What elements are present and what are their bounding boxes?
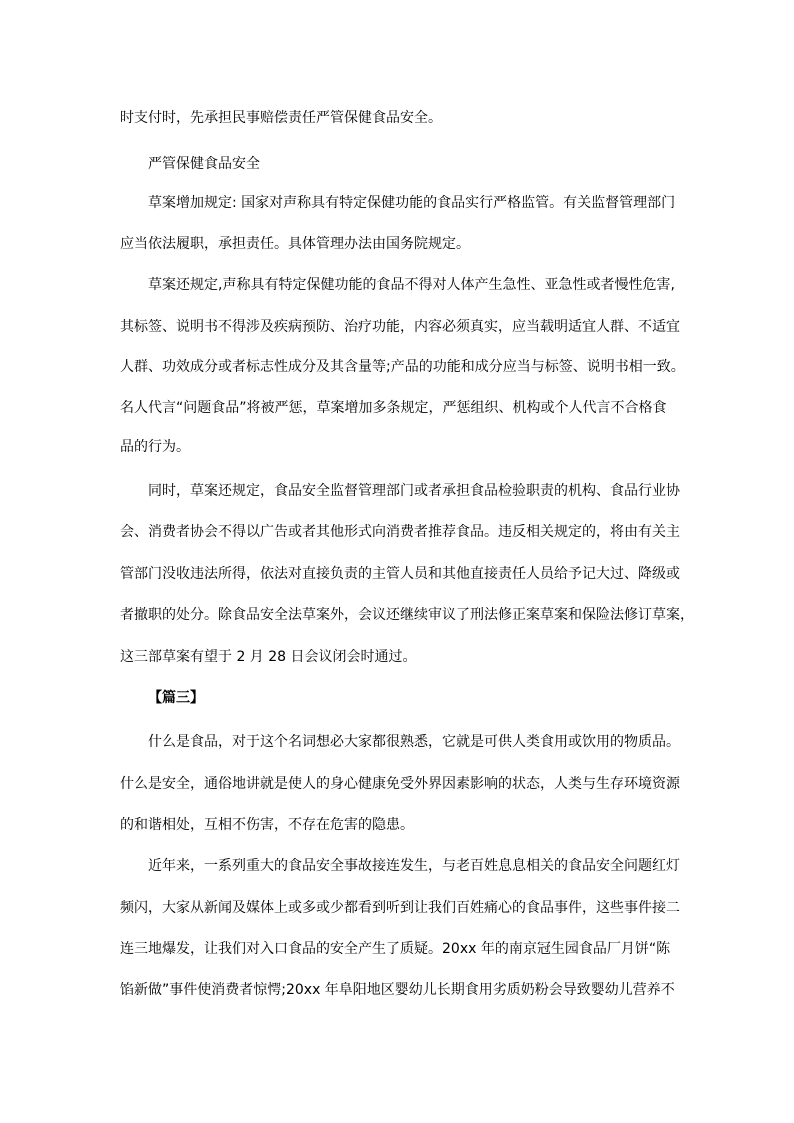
- paragraph-line: 的和谐相处，互相不伤害，不存在危害的隐患。: [120, 817, 414, 833]
- paragraph-line: 应当依法履职，承担责任。具体管理办法由国务院规定。: [120, 236, 470, 252]
- paragraph-line: 频闪，大家从新闻及媒体上或多或少都看到听到让我们百姓痛心的食品事件，这些事件接二: [120, 900, 680, 916]
- paragraph-line: 时支付时，先承担民事赔偿责任严管保健食品安全。: [120, 110, 442, 126]
- paragraph-line: 草案增加规定: 国家对声称具有特定保健功能的食品实行严格监管。有关监督管理部门: [148, 195, 676, 211]
- paragraph-line: 草案还规定,声称具有特定保健功能的食品不得对人体产生急性、亚急性或者慢性危害,: [148, 277, 675, 293]
- paragraph-line: 人群、功效成分或者标志性成分及其含量等;产品的功能和成分应当与标签、说明书相一致。: [120, 359, 685, 375]
- paragraph-line: 这三部草案有望于 2 月 28 日会议闭会时通过。: [120, 649, 417, 665]
- paragraph-line: 什么是安全，通俗地讲就是使人的身心健康免受外界因素影响的状态，人类与生存环境资源: [120, 776, 680, 792]
- paragraph-line: 品的行为。: [120, 439, 190, 455]
- paragraph-line: 近年来，一系列重大的食品安全事故接连发生，与老百姓息息相关的食品安全问题红灯: [148, 858, 680, 874]
- paragraph-line: 馅新做”事件使消费者惊愕;20xx 年阜阳地区婴幼儿长期食用劣质奶粉会导致婴幼儿营养不: [120, 982, 675, 998]
- paragraph-line: 同时，草案还规定，食品安全监督管理部门或者承担食品检验职责的机构、食品行业协: [148, 483, 680, 499]
- paragraph-line: 连三地爆发，让我们对入口食品的安全产生了质疑。20xx 年的南京冠生园食品厂月饼“陈: [120, 941, 671, 957]
- paragraph-line: 管部门没收违法所得，依法对直接负责的主管人员和其他直接责任人员给予记大过、降级或: [120, 566, 680, 582]
- paragraph-line: 会、消费者协会不得以广告或者其他形式向消费者推荐食品。违反相关规定的，将由有关主: [120, 524, 680, 540]
- paragraph-line: 什么是食品，对于这个名词想必大家都很熟悉，它就是可供人类食用或饮用的物质品。: [148, 734, 680, 750]
- paragraph-line: 其标签、说明书不得涉及疾病预防、治疗功能，内容必须真实，应当载明适宜人群、不适宜: [120, 319, 680, 335]
- paragraph-line: 名人代言“问题食品”将被严惩，草案增加多条规定，严惩组织、机构或个人代言不合格食: [120, 400, 667, 416]
- chapter-heading: 【篇三】: [148, 690, 204, 706]
- paragraph-line: 者撤职的处分。除食品安全法草案外，会议还继续审议了刑法修正案草案和保险法修订草案，: [120, 607, 694, 623]
- section-heading: 严管保健食品安全: [148, 156, 260, 172]
